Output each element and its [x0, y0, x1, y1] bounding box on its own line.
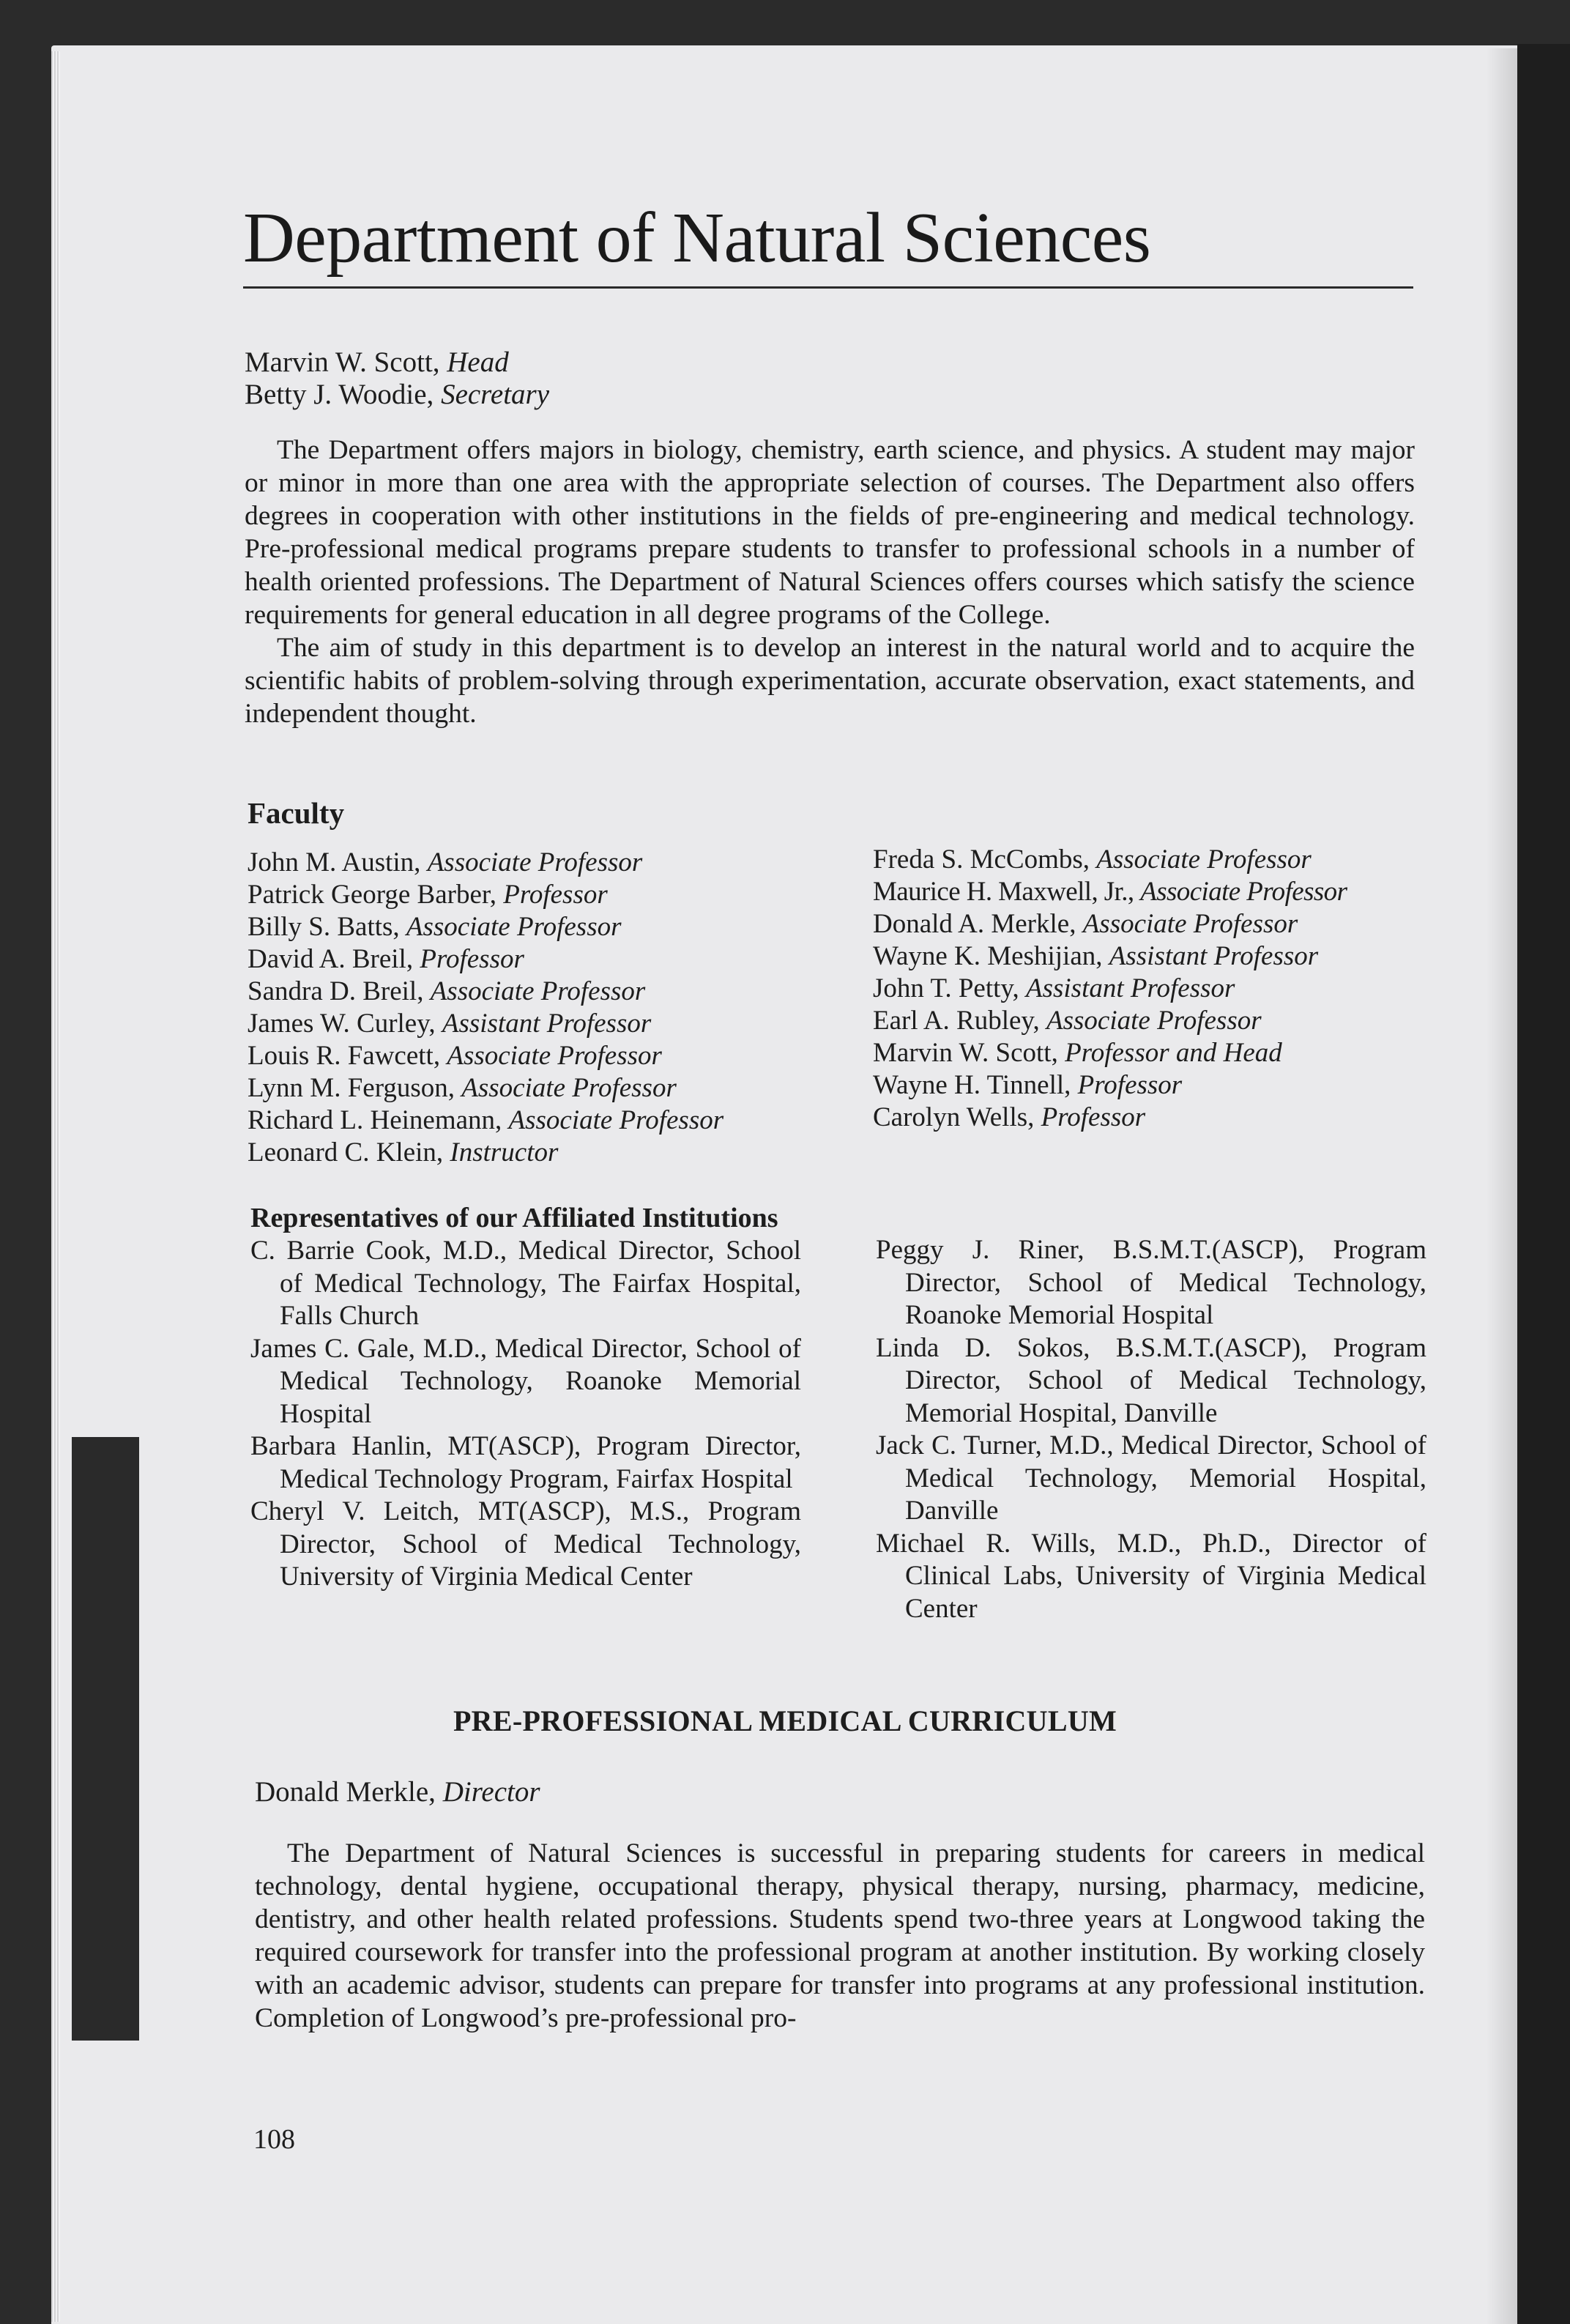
- intro-text: [245, 434, 1415, 730]
- faculty-list-right: [873, 844, 1347, 1134]
- faculty-entry: John M. Austin, Associate Professor: [248, 847, 643, 877]
- staff-head: [245, 346, 509, 379]
- representative-entry: Jack C. Turner, M.D., Medical Director, School of Medical Technology, Memorial Hospital, Danville: [876, 1430, 1426, 1526]
- representative-entry: Peggy J. Riner, B.S.M.T.(ASCP), Program Director, School of Medical Technology, Roanoke Memorial Hospital: [876, 1235, 1426, 1330]
- staff-name: Betty J. Woodie,: [245, 379, 442, 410]
- representatives-right: [876, 1234, 1426, 1625]
- faculty-entry: Carolyn Wells, Professor: [873, 1102, 1146, 1132]
- faculty-entry: Marvin W. Scott, Professor and Head: [873, 1038, 1282, 1068]
- faculty-entry: Lynn M. Ferguson, Associate Professor: [248, 1073, 677, 1103]
- representative-entry: Cheryl V. Leitch, MT(ASCP), M.S., Program Director, School of Medical Technology, University of Virginia Medical Center: [250, 1496, 801, 1592]
- curriculum-director: [255, 1775, 540, 1809]
- intro-paragraph-2: The aim of study in this department is to develop an interest in the natural world and to acquire the scientific habits of problem-solving through experimentation, accurate observation, exact statements, and independent thought.: [245, 633, 1415, 729]
- faculty-entry: John T. Petty, Assistant Professor: [873, 973, 1235, 1003]
- curriculum-paragraph: The Department of Natural Sciences is successful in preparing students for careers in medical technology, dental hygiene, occupational therapy, physical therapy, nursing, pharmacy, medicine, dentistry, and other health related professions. Students spend two-three years at Longwood taking the required coursework for transfer into the professional program at another institution. By working closely with an academic advisor, students can prepare for transfer into programs at any professional institution. Completion of Longwood’s pre-professional pro-: [255, 1838, 1425, 2033]
- staff-secretary: [245, 378, 549, 412]
- representatives-heading: Representatives of our Affiliated Institutions: [250, 1203, 778, 1233]
- faculty-entry: Richard L. Heinemann, Associate Professor: [248, 1105, 724, 1135]
- director-name: Donald Merkle,: [255, 1776, 443, 1808]
- scanner-shadow: [1517, 44, 1570, 2324]
- faculty-entry: Maurice H. Maxwell, Jr., Associate Professor: [873, 877, 1347, 907]
- representative-entry: C. Barrie Cook, M.D., Medical Director, School of Medical Technology, The Fairfax Hospital, Falls Church: [250, 1236, 801, 1331]
- faculty-entry: Wayne H. Tinnell, Professor: [873, 1070, 1183, 1100]
- staff-role: Secretary: [441, 379, 550, 410]
- faculty-entry: Wayne K. Meshijian, Assistant Professor: [873, 941, 1319, 971]
- title-rule: [243, 286, 1413, 289]
- faculty-heading: Faculty: [248, 796, 345, 830]
- thumb-index-tab: [72, 1437, 139, 2041]
- curriculum-text: [255, 1837, 1425, 2035]
- faculty-list-left: [248, 847, 723, 1169]
- representative-entry: Michael R. Wills, M.D., Ph.D., Director of Clinical Labs, University of Virginia Medical Center: [876, 1528, 1426, 1624]
- representative-entry: Barbara Hanlin, MT(ASCP), Program Director, Medical Technology Program, Fairfax Hospital: [250, 1431, 801, 1494]
- page-curve-shade: [1487, 48, 1517, 2324]
- faculty-entry: Sandra D. Breil, Associate Professor: [248, 976, 646, 1006]
- representative-entry: James C. Gale, M.D., Medical Director, School of Medical Technology, Roanoke Memorial Hospital: [250, 1333, 801, 1429]
- page-number: 108: [253, 2124, 295, 2155]
- faculty-entry: Earl A. Rubley, Associate Professor: [873, 1006, 1262, 1036]
- representative-entry: Linda D. Sokos, B.S.M.T.(ASCP), Program Director, School of Medical Technology, Memorial Hospital, Danville: [876, 1332, 1426, 1428]
- faculty-entry: Leonard C. Klein, Instructor: [248, 1137, 559, 1167]
- faculty-entry: Billy S. Batts, Associate Professor: [248, 912, 622, 942]
- faculty-entry: James W. Curley, Assistant Professor: [248, 1009, 652, 1039]
- page-title: Department of Natural Sciences: [243, 198, 1151, 278]
- faculty-entry: Freda S. McCombs, Associate Professor: [873, 844, 1312, 875]
- staff-name: Marvin W. Scott,: [245, 346, 447, 378]
- faculty-entry: Louis R. Fawcett, Associate Professor: [248, 1041, 662, 1071]
- faculty-entry: Patrick George Barber, Professor: [248, 880, 608, 910]
- staff-role: Head: [447, 346, 509, 378]
- faculty-entry: David A. Breil, Professor: [248, 944, 524, 974]
- intro-paragraph-1: The Department offers majors in biology, chemistry, earth science, and physics. A student may major or minor in more than one area with the appropriate selection of courses. The Department also offers degrees in cooperation with other institutions in the fields of pre-engineering and medical technology. Pre-professional medical programs prepare students to transfer to professional schools in a number of health oriented professions. The Department of Natural Sciences offers courses which satisfy the science requirements for general education in all degree programs of the College.: [245, 435, 1415, 630]
- director-role: Director: [442, 1776, 540, 1808]
- representatives-left: [250, 1235, 801, 1594]
- curriculum-heading: PRE-PROFESSIONAL MEDICAL CURRICULUM: [453, 1704, 1117, 1737]
- faculty-entry: Donald A. Merkle, Associate Professor: [873, 909, 1298, 939]
